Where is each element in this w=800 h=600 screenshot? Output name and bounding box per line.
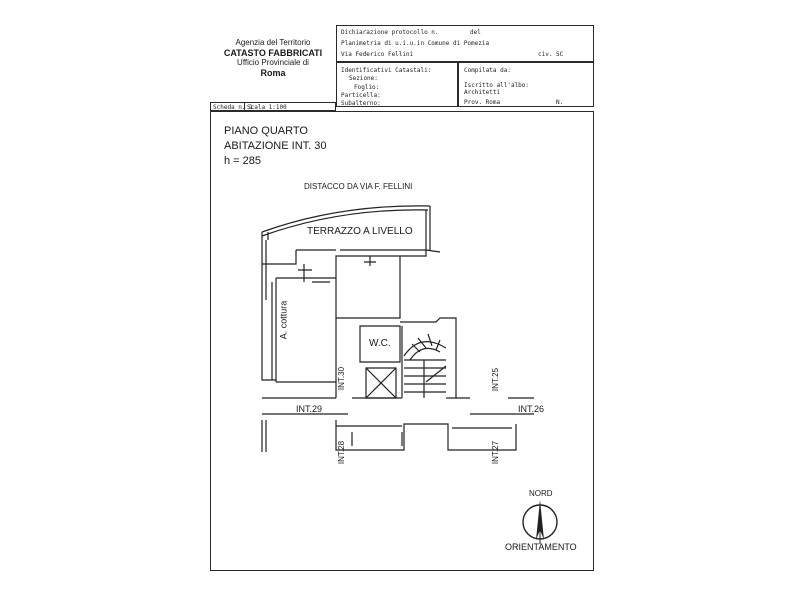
int28-label: INT.28: [337, 440, 347, 465]
unit-title: ABITAZIONE INT. 30: [224, 140, 327, 152]
ufficio-city: Roma: [260, 68, 286, 78]
civico-label: civ. SC: [538, 51, 564, 58]
albo-value: Architetti: [464, 89, 501, 96]
int27-label: INT.27: [491, 440, 501, 465]
north-compass-icon: [523, 500, 557, 544]
dichiarazione-label: Dichiarazione protocollo n.: [341, 29, 439, 36]
orientamento-label: ORIENTAMENTO: [505, 542, 577, 552]
agency-name: Agenzia del Territorio: [235, 38, 311, 47]
height-title: h = 285: [224, 155, 262, 167]
del-label: del: [470, 29, 481, 36]
terrazzo-label: TERRAZZO A LIVELLO: [307, 226, 413, 237]
planimetria-label: Planimetria di u.i.u.in Comune di Pomezia: [341, 40, 490, 47]
subalterno-label: Subalterno:: [341, 100, 381, 107]
compilata-label: Compilata da:: [464, 67, 511, 74]
distacco-label: DISTACCO DA VIA F. FELLINI: [304, 182, 413, 191]
prov-label: Prov. Roma: [464, 99, 501, 106]
numero-label: N.: [556, 99, 564, 106]
scheda-label: Scheda n. 1: [213, 104, 253, 111]
sezione-label: Sezione:: [349, 75, 378, 82]
via-label: Via Federico Fellini: [341, 51, 414, 58]
wc-label: W.C.: [369, 338, 391, 349]
int25-label: INT.25: [491, 367, 501, 392]
nord-label: NORD: [529, 489, 553, 498]
int29-label: INT.29: [296, 404, 323, 414]
scala-label: Scala 1:100: [247, 104, 287, 111]
floor-title: PIANO QUARTO: [224, 125, 308, 137]
catasto-title: CATASTO FABBRICATI: [223, 48, 323, 58]
cottura-label: A. cottura: [278, 300, 289, 340]
int30-label: INT.30: [337, 366, 347, 391]
ufficio-label: Ufficio Provinciale di: [237, 58, 309, 67]
iscritto-label: Iscritto all'albo:: [464, 82, 530, 89]
identificativi-label: Identificativi Catastali:: [341, 67, 432, 74]
foglio-label: Foglio:: [354, 84, 380, 91]
particella-label: Particella:: [341, 92, 381, 99]
int26-label: INT.26: [518, 404, 545, 414]
